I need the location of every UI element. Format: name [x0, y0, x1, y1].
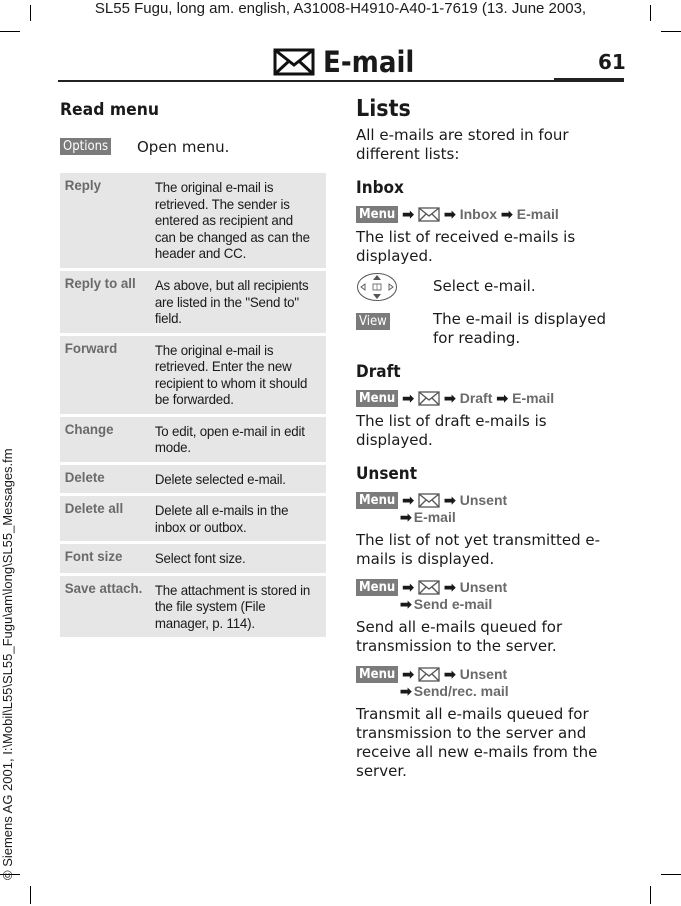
arrow-icon: ➡ — [443, 390, 456, 406]
menu-row-forward — [60, 333, 326, 414]
menu-row-font-size — [60, 541, 326, 573]
arrow-icon: ➡ — [443, 666, 456, 682]
select-row — [356, 272, 626, 306]
envelope-icon — [418, 391, 440, 406]
lists-section — [356, 96, 626, 781]
envelope-icon — [418, 207, 440, 222]
path-item-send-email: Send e-mail — [413, 596, 493, 612]
page-title-group — [273, 44, 425, 80]
options-description: Open menu. — [137, 138, 230, 156]
menu-desc: The original e-mail is retrieved. Enter the new recipient to whom it should be forwarded. — [154, 341, 308, 407]
arrow-icon: ➡ — [400, 596, 412, 612]
running-header: SL55 Fugu, long am. english, A31008-H4910-A40-1-7619 (13. June 2003, — [94, 0, 587, 17]
arrow-icon: ➡ — [501, 206, 513, 222]
envelope-icon — [418, 493, 440, 508]
arrow-icon: ➡ — [402, 390, 414, 406]
menu-desc: As above, but all recipients are listed in the "Send to" field. — [154, 277, 309, 326]
navigation-key-icon[interactable] — [356, 272, 398, 302]
menu-softkey[interactable]: Menu — [356, 390, 398, 407]
arrow-icon: ➡ — [443, 206, 456, 222]
unsent-heading: Unsent — [356, 464, 418, 484]
envelope-icon — [273, 48, 315, 76]
draft-description: The list of draft e-mails is displayed. — [356, 412, 547, 449]
path-item-email: E-mail — [413, 509, 456, 525]
view-row — [356, 310, 626, 348]
arrow-icon: ➡ — [402, 666, 414, 682]
arrow-icon: ➡ — [496, 390, 509, 406]
menu-softkey[interactable]: Menu — [356, 492, 398, 509]
arrow-icon: ➡ — [402, 579, 414, 595]
arrow-icon: ➡ — [400, 683, 412, 699]
draft-heading: Draft — [356, 362, 401, 382]
unsent-desc-2: Send all e-mails queued for transmission to the server. — [356, 618, 563, 655]
path-item-email: E-mail — [512, 390, 555, 406]
unsent-path-1 — [356, 492, 626, 509]
lists-heading: Lists — [356, 96, 411, 122]
menu-row-save-attach — [60, 573, 326, 638]
view-description: The e-mail is displayed for reading. — [433, 310, 606, 347]
arrow-icon: ➡ — [443, 492, 456, 508]
menu-softkey[interactable]: Menu — [356, 206, 398, 223]
page-number: 61 — [598, 50, 626, 74]
unsent-path-2-cont — [356, 596, 626, 613]
inbox-description: The list of received e-mails is displayed. — [356, 228, 576, 265]
path-item-unsent: Unsent — [459, 666, 508, 682]
unsent-desc-1: The list of not yet transmitted e-mails is displayed. — [356, 531, 601, 568]
path-item-unsent: Unsent — [459, 579, 508, 595]
unsent-desc-3: Transmit all e-mails queued for transmission to the server and receive all new e-mails from the server. — [356, 705, 598, 780]
read-menu-heading: Read menu — [60, 100, 160, 120]
menu-row-delete-all — [60, 493, 326, 541]
unsent-path-2 — [356, 579, 626, 596]
menu-row-change — [60, 414, 326, 462]
menu-desc: The attachment is stored in the file system (File manager, p. 114). — [154, 581, 311, 631]
header-rule — [58, 80, 624, 82]
unsent-path-1-cont — [356, 509, 626, 526]
header-rule-accent — [554, 78, 624, 81]
crop-mark — [30, 886, 31, 904]
menu-key: Reply — [64, 177, 101, 193]
path-item-send-rec-mail: Send/rec. mail — [413, 683, 509, 699]
path-item-unsent: Unsent — [459, 492, 508, 508]
menu-softkey[interactable]: Menu — [356, 666, 398, 683]
unsent-path-3 — [356, 666, 626, 683]
path-item-draft: Draft — [459, 390, 493, 406]
page-title: E-mail — [323, 45, 415, 79]
arrow-icon: ➡ — [400, 509, 412, 525]
draft-path — [356, 390, 626, 407]
menu-key: Reply to all — [64, 275, 136, 291]
inbox-path — [356, 206, 626, 223]
menu-key: Delete all — [64, 500, 124, 516]
menu-key: Delete — [64, 468, 105, 485]
menu-key: Save attach. — [64, 579, 143, 596]
arrow-icon: ➡ — [402, 206, 414, 222]
menu-desc: The original e-mail is retrieved. The sender is entered as recipient and can be changed as can the header and CC. — [154, 179, 310, 261]
select-description: Select e-mail. — [433, 277, 536, 295]
menu-row-reply — [60, 173, 326, 268]
path-item-email: E-mail — [516, 206, 559, 222]
crop-mark — [661, 874, 681, 875]
inbox-heading: Inbox — [356, 178, 404, 198]
envelope-icon — [418, 667, 440, 682]
menu-key: Change — [64, 420, 114, 437]
options-softkey[interactable]: Options — [60, 138, 111, 155]
menu-desc: To edit, open e-mail in edit mode. — [154, 422, 305, 455]
menu-key: Forward — [64, 339, 118, 356]
lists-intro: All e-mails are stored in four different lists: — [356, 126, 569, 163]
menu-key: Font size — [64, 548, 123, 564]
path-item-inbox: Inbox — [459, 206, 498, 222]
arrow-icon: ➡ — [402, 492, 414, 508]
menu-row-delete — [60, 462, 326, 494]
menu-desc: Delete selected e-mail. — [154, 470, 286, 487]
read-menu-table — [60, 173, 326, 637]
crop-mark — [650, 886, 651, 904]
envelope-icon — [418, 580, 440, 595]
menu-desc: Select font size. — [154, 550, 246, 566]
menu-row-reply-to-all — [60, 268, 326, 333]
unsent-path-3-cont — [356, 683, 626, 700]
menu-softkey[interactable]: Menu — [356, 579, 398, 596]
crop-mark — [661, 31, 681, 32]
menu-desc: Delete all e-mails in the inbox or outbox. — [154, 502, 289, 535]
view-softkey[interactable]: View — [356, 313, 390, 330]
side-copyright: © Siemens AG 2001, I:\Mobil\L55\SL55_Fugu\am\long\SL55_Messages.fm — [0, 448, 15, 880]
options-row — [60, 138, 111, 155]
arrow-icon: ➡ — [443, 579, 456, 595]
